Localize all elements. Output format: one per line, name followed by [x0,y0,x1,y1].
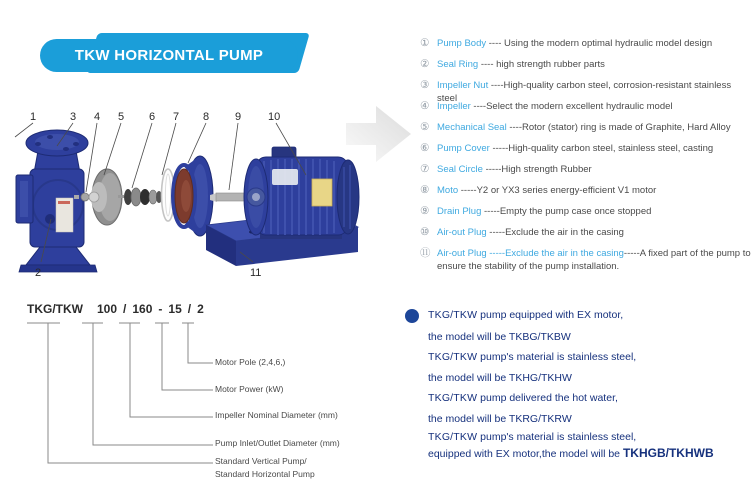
note-model-prefix: TKG/TKW [428,351,478,363]
model-sep: / [123,302,127,316]
label-inlet-outlet: Pump Inlet/Outlet Diameter (mm) [215,438,340,448]
part-desc: -----Y2 or YX3 series energy-efficient V1 motor [458,185,657,196]
part-desc: ----Select the modern excellent hydraulic model [470,101,673,112]
part-name: Mechanical Seal [437,122,507,133]
note-text: the model will be TKHG/TKHW [428,372,572,384]
circled-number: ① [420,37,430,49]
circled-number: ⑤ [420,121,430,133]
circled-number: ④ [420,100,430,112]
parts-list-item-4 [420,100,752,113]
model-seg-impeller: 160 [132,302,153,316]
part-name: Drain Plug [437,206,482,217]
parts-list-item-6 [420,142,752,155]
circled-number: ⑪ [420,247,431,259]
note-line-6 [428,413,748,425]
part-name: Impeller [437,101,471,112]
note-text: equipped with EX motor,the model will be [428,448,623,460]
note-line-1 [428,309,748,321]
model-seg-power: 15 [168,302,182,316]
part-name: Pump Cover [437,143,490,154]
parts-list-item-2 [420,58,752,71]
part-desc: -----High strength Rubber [482,164,592,175]
part-number-3: 3 [70,111,77,123]
part-name: Air-out Plug -----Exclude the air in the casing [437,248,624,259]
right-arrow-icon [346,106,411,162]
label-standard-2: Standard Horizontal Pump [215,469,315,479]
part-number-1: 1 [30,111,37,123]
note-text: pump delivered the hot water, [477,392,618,404]
note-line-2 [428,331,748,343]
bullet-icon [405,309,419,323]
note-line-4 [428,372,748,384]
model-sep: / [187,302,192,316]
banner-pill [40,39,298,72]
impeller [89,169,122,225]
circled-number: ② [420,58,430,70]
circled-number: ⑥ [420,142,430,154]
title-banner [40,30,310,76]
part-desc: -----Exclude the air in the casing [486,227,624,238]
circled-number: ⑧ [420,184,430,196]
note-text: pump's material is stainless steel, [477,351,637,363]
parts-list-item-8 [420,184,752,197]
part-number-9: 9 [235,111,242,123]
part-desc: ---- Using the modern optimal hydraulic model design [486,38,713,49]
note-text: the model will be TKBG/TKBW [428,331,571,343]
part-number-11: 11 [250,267,262,279]
parts-list-item-5 [420,121,752,134]
label-impeller-diameter: Impeller Nominal Diameter (mm) [215,410,338,420]
part-number-8: 8 [203,111,210,123]
part-name: Seal Ring [437,59,479,70]
parts-list-item-9 [420,205,752,218]
note-line-8 [428,446,748,460]
part-number-10: 10 [268,111,281,123]
model-sep: - [158,302,163,316]
label-standard-1: Standard Vertical Pump/ [215,456,307,466]
part-name: Moto [437,185,459,196]
motor-nameplate [272,169,298,185]
parts-list-item-11 [420,247,752,273]
part-desc: -----Empty the pump case once stopped [481,206,652,217]
part-name: Air-out Plug [437,227,487,238]
model-code [27,302,204,316]
note-line-7 [428,431,748,443]
part-number-4: 4 [94,111,101,123]
page-title: TKW HORIZONTAL PUMP [74,47,264,64]
note-model-prefix: TKG/TKW [428,309,478,321]
part-name: Seal Circle [437,164,483,175]
part-desc: -----High-quality carbon steel, stainless steel, casting [489,143,714,154]
model-code-connectors [27,316,227,486]
note-line-3 [428,351,748,363]
label-motor-power: Motor Power (kW) [215,384,284,394]
motor-yellow-label [312,179,332,206]
part-number-7: 7 [173,111,180,123]
model-seg-pole: 2 [197,302,204,316]
note-text: the model will be TKRG/TKRW [428,413,572,425]
part-number-5: 5 [118,111,125,123]
note-bold-model: TKHGB/TKHWB [622,446,714,460]
part-desc: ---- high strength rubber parts [478,59,605,70]
parts-list-item-1 [420,37,752,50]
part-desc: -----A fixed part of the pump to ensure the stability of the pump installation. [437,248,751,272]
part-desc: ----High-quality carbon steel, corrosion-resistant stainless steel [437,80,732,104]
part-desc: ----Rotor (stator) ring is made of Graphite, Hard Alloy [506,122,731,133]
parts-list-item-10 [420,226,752,239]
note-model-prefix: TKG/TKW [428,392,478,404]
circled-number: ⑦ [420,163,430,175]
circled-number: ③ [420,79,430,91]
parts-list-item-7 [420,163,752,176]
circled-number: ⑩ [420,226,430,238]
circled-number: ⑨ [420,205,430,217]
model-prefix: TKG/TKW [27,302,83,316]
part-number-6: 6 [149,111,156,123]
part-number-2: 2 [35,267,42,279]
note-text: pump equipped with EX motor, [477,309,624,321]
note-line-5 [428,392,748,404]
model-seg-inlet: 100 [97,302,118,316]
part-name: Impeller Nut [437,80,489,91]
pump-exploded-diagram [10,95,420,295]
label-motor-pole: Motor Pole (2,4,6,) [215,357,286,367]
note-text: pump's material is stainless steel, [477,431,637,443]
pump-cover [173,156,213,236]
part-name: Pump Body [437,38,487,49]
mechanical-seal [118,188,162,206]
note-model-prefix: TKG/TKW [428,431,478,443]
